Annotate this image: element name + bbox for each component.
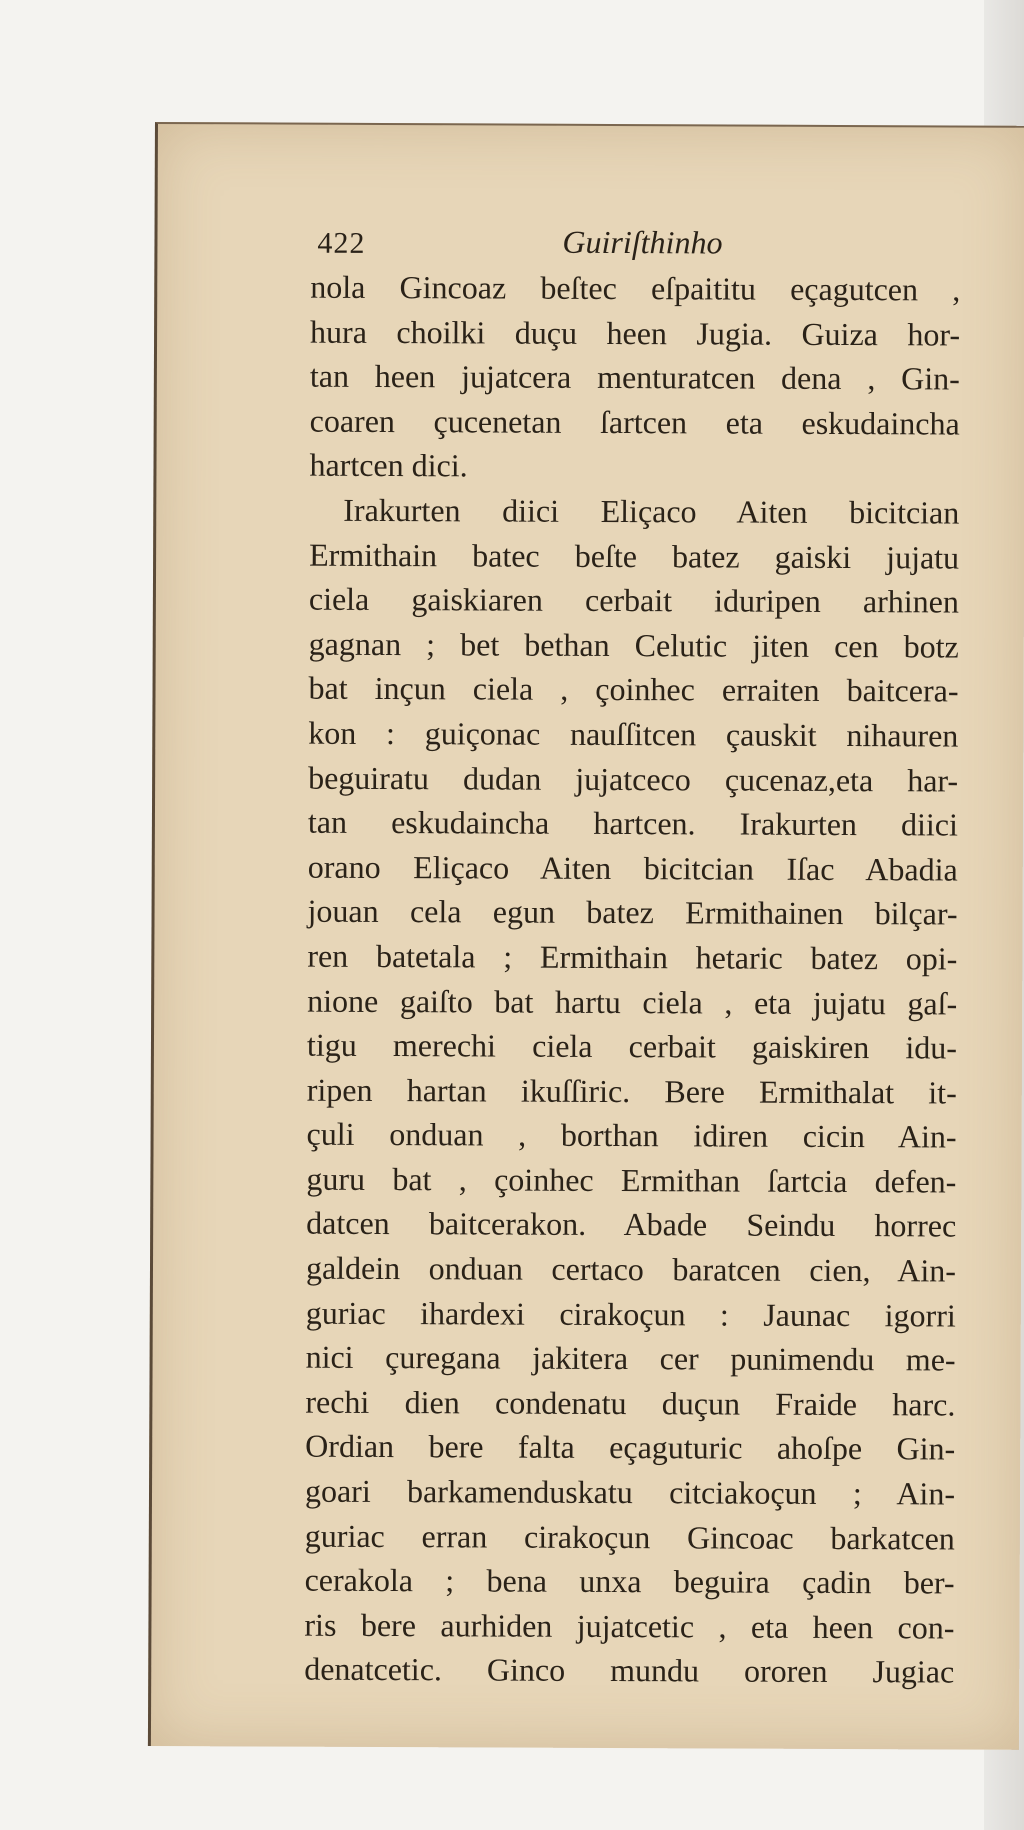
- text-line: jouan cela egun batez Ermithainen bilçar-: [307, 892, 958, 932]
- paragraph-start-line: Irakurten diici Eliçaco Aiten bicitcian: [343, 491, 960, 531]
- body-text: [304, 265, 960, 1695]
- text-line: guriac ihardexi cirakoçun : Jaunac igorri: [305, 1294, 956, 1334]
- text-line: rechi dien condenatu duçun Fraide harc.: [305, 1383, 956, 1423]
- page-number: 422: [317, 226, 366, 260]
- book-page: [148, 122, 1024, 1750]
- text-line: ren batetala ; Ermithain hetaric batez opi-: [307, 937, 958, 977]
- text-line: ris bere aurhiden jujatcetic , eta heen con-: [304, 1606, 955, 1646]
- text-line: guru bat , çoinhec Ermithan ſartcia defen-: [306, 1160, 957, 1200]
- text-line: nola Gincoaz beſtec eſpaititu eçagutcen ,: [310, 268, 961, 308]
- text-line: guriac erran cirakoçun Gincoac barkatcen: [304, 1517, 955, 1557]
- text-line: Ermithain batec beſte batez gaiski jujatu: [309, 536, 960, 576]
- text-line: datcen baitcerakon. Abade Seindu horrec: [306, 1205, 957, 1244]
- text-line: goari barkamenduskatu citciakoçun ; Ain-: [304, 1472, 956, 1512]
- text-line: hartcen dici.: [309, 447, 468, 484]
- text-line: bat inçun ciela , çoinhec erraiten baitcera-: [308, 670, 959, 709]
- text-line: coaren çucenetan ſartcen eta eskudaincha: [309, 402, 960, 442]
- text-line: orano Eliçaco Aiten bicitcian Iſac Abadia: [307, 848, 958, 888]
- text-line: ciela gaiskiaren cerbait iduripen arhinen: [308, 580, 959, 620]
- running-title: Guiriſthinho: [562, 223, 723, 261]
- text-line: gagnan ; bet bethan Celutic jiten cen botz: [308, 625, 959, 665]
- text-line: hura choilki duçu heen Jugia. Guiza hor-: [310, 313, 961, 353]
- text-line: galdein onduan certaco baratcen cien, Ain-: [305, 1249, 957, 1289]
- text-line: nici çuregana jakitera cer punimendu me-: [305, 1338, 956, 1378]
- text-line: tigu merechi ciela cerbait gaiskiren idu-: [306, 1026, 958, 1066]
- text-line: beguiratu dudan jujatceco çucenaz,eta har-: [308, 759, 959, 799]
- text-line: ripen hartan ikuſſiric. Bere Ermithalat it-: [306, 1071, 957, 1111]
- text-line: Ordian bere falta eçaguturic ahoſpe Gin-: [305, 1428, 956, 1467]
- text-line: kon : guiçonac nauſſitcen çauskit nihauren: [308, 714, 959, 754]
- running-head: [317, 219, 1017, 272]
- text-line: denatcetic. Ginco mundu ororen Jugiac: [304, 1651, 955, 1690]
- text-line: tan eskudaincha hartcen. Irakurten diici: [307, 803, 959, 843]
- text-line: nione gaiſto bat hartu ciela , eta jujatu gaſ-: [307, 982, 958, 1022]
- text-line: cerakola ; bena unxa beguira çadin ber-: [304, 1561, 955, 1601]
- text-line: çuli onduan , borthan idiren cicin Ain-: [306, 1115, 957, 1155]
- text-line: tan heen jujatcera menturatcen dena , Gin-: [309, 357, 960, 397]
